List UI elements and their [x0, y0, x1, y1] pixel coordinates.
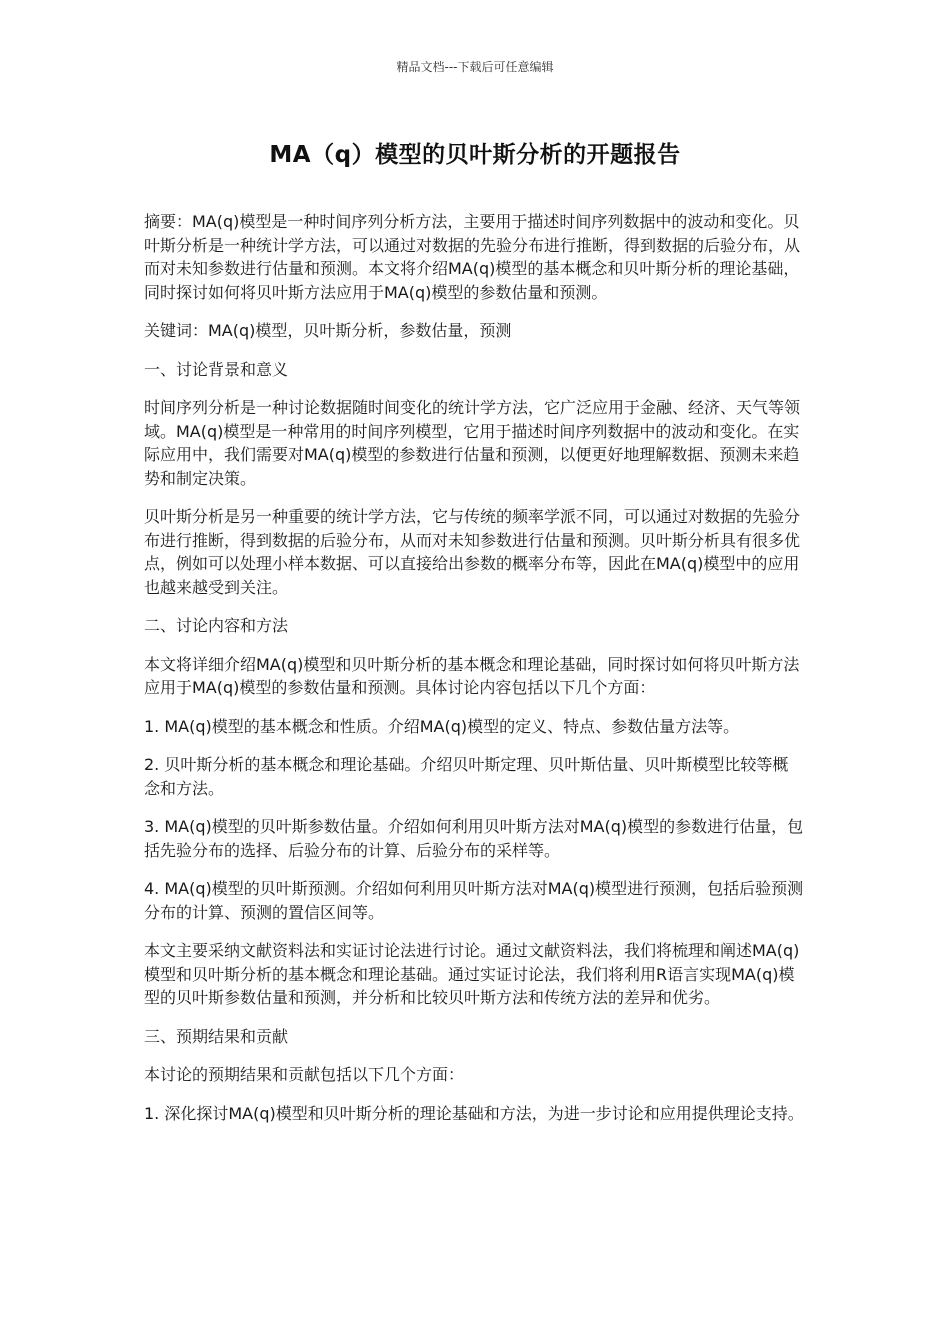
body-paragraph: 本文将详细介绍MA(q)模型和贝叶斯分析的基本概念和理论基础，同时探讨如何将贝叶斯方法应用于MA(q)模型的参数估量和预测。具体讨论内容包括以下几个方面：: [144, 654, 800, 697]
list-item: 2. 贝叶斯分析的基本概念和理论基础。介绍贝叶斯定理、贝叶斯估量、贝叶斯模型比较等概念和方法。: [144, 755, 789, 798]
document-body: [144, 210, 804, 1140]
abstract-paragraph: 摘要：MA(q)模型是一种时间序列分析方法，主要用于描述时间序列数据中的波动和变化。贝叶斯分析是一种统计学方法，可以通过对数据的先验分布进行推断，得到数据的后验分布，从而对未知参数进行估量和预测。本文将介绍MA(q)模型的基本概念和贝叶斯分析的理论基础，同时探讨如何将贝叶斯方法应用于MA(q)模型的参数估量和预测。: [144, 212, 801, 302]
section-heading-content-methods: 二、讨论内容和方法: [144, 616, 289, 635]
document-title: MA（q）模型的贝叶斯分析的开题报告: [269, 142, 681, 168]
body-paragraph: 时间序列分析是一种讨论数据随时间变化的统计学方法，它广泛应用于金融、经济、天气等领域。MA(q)模型是一种常用的时间序列模型，它用于描述时间序列数据中的波动和变化。在实际应用中，我们需要对MA(q)模型的参数进行估量和预测，以便更好地理解数据、预测未来趋势和制定决策。: [144, 398, 801, 488]
body-paragraph: 本讨论的预期结果和贡献包括以下几个方面：: [144, 1065, 465, 1084]
list-item: 3. MA(q)模型的贝叶斯参数估量。介绍如何利用贝叶斯方法对MA(q)模型的参数进行估量，包括先验分布的选择、后验分布的计算、后验分布的采样等。: [144, 817, 804, 860]
section-heading-expected-results: 三、预期结果和贡献: [144, 1026, 289, 1046]
keywords-paragraph: 关键词：MA(q)模型，贝叶斯分析，参数估量，预测: [144, 321, 512, 340]
list-item: 4. MA(q)模型的贝叶斯预测。介绍如何利用贝叶斯方法对MA(q)模型进行预测，包括后验预测分布的计算、预测的置信区间等。: [144, 879, 804, 922]
body-paragraph: 本文主要采纳文献资料法和实证讨论法进行讨论。通过文献资料法，我们将梳理和阐述MA(q)模型和贝叶斯分析的基本概念和理论基础。通过实证讨论法，我们将利用R语言实现MA(q)模型的贝叶斯参数估量和预测，并分析和比较贝叶斯方法和传统方法的差异和优劣。: [144, 941, 800, 1007]
list-item: 1. MA(q)模型的基本概念和性质。介绍MA(q)模型的定义、特点、参数估量方法等。: [144, 716, 740, 736]
page-header-note: 精品文档---下载后可任意编辑: [396, 60, 554, 74]
body-paragraph: 贝叶斯分析是另一种重要的统计学方法，它与传统的频率学派不同，可以通过对数据的先验分布进行推断，得到数据的后验分布，从而对未知参数进行估量和预测。贝叶斯分析具有很多优点，例如可以处理小样本数据、可以直接给出参数的概率分布等，因此在MA(q)模型中的应用也越来越受到关注。: [144, 507, 801, 597]
section-heading-background: 一、讨论背景和意义: [144, 359, 289, 379]
list-item: 1. 深化探讨MA(q)模型和贝叶斯分析的理论基础和方法，为进一步讨论和应用提供理论支持。: [144, 1103, 804, 1123]
